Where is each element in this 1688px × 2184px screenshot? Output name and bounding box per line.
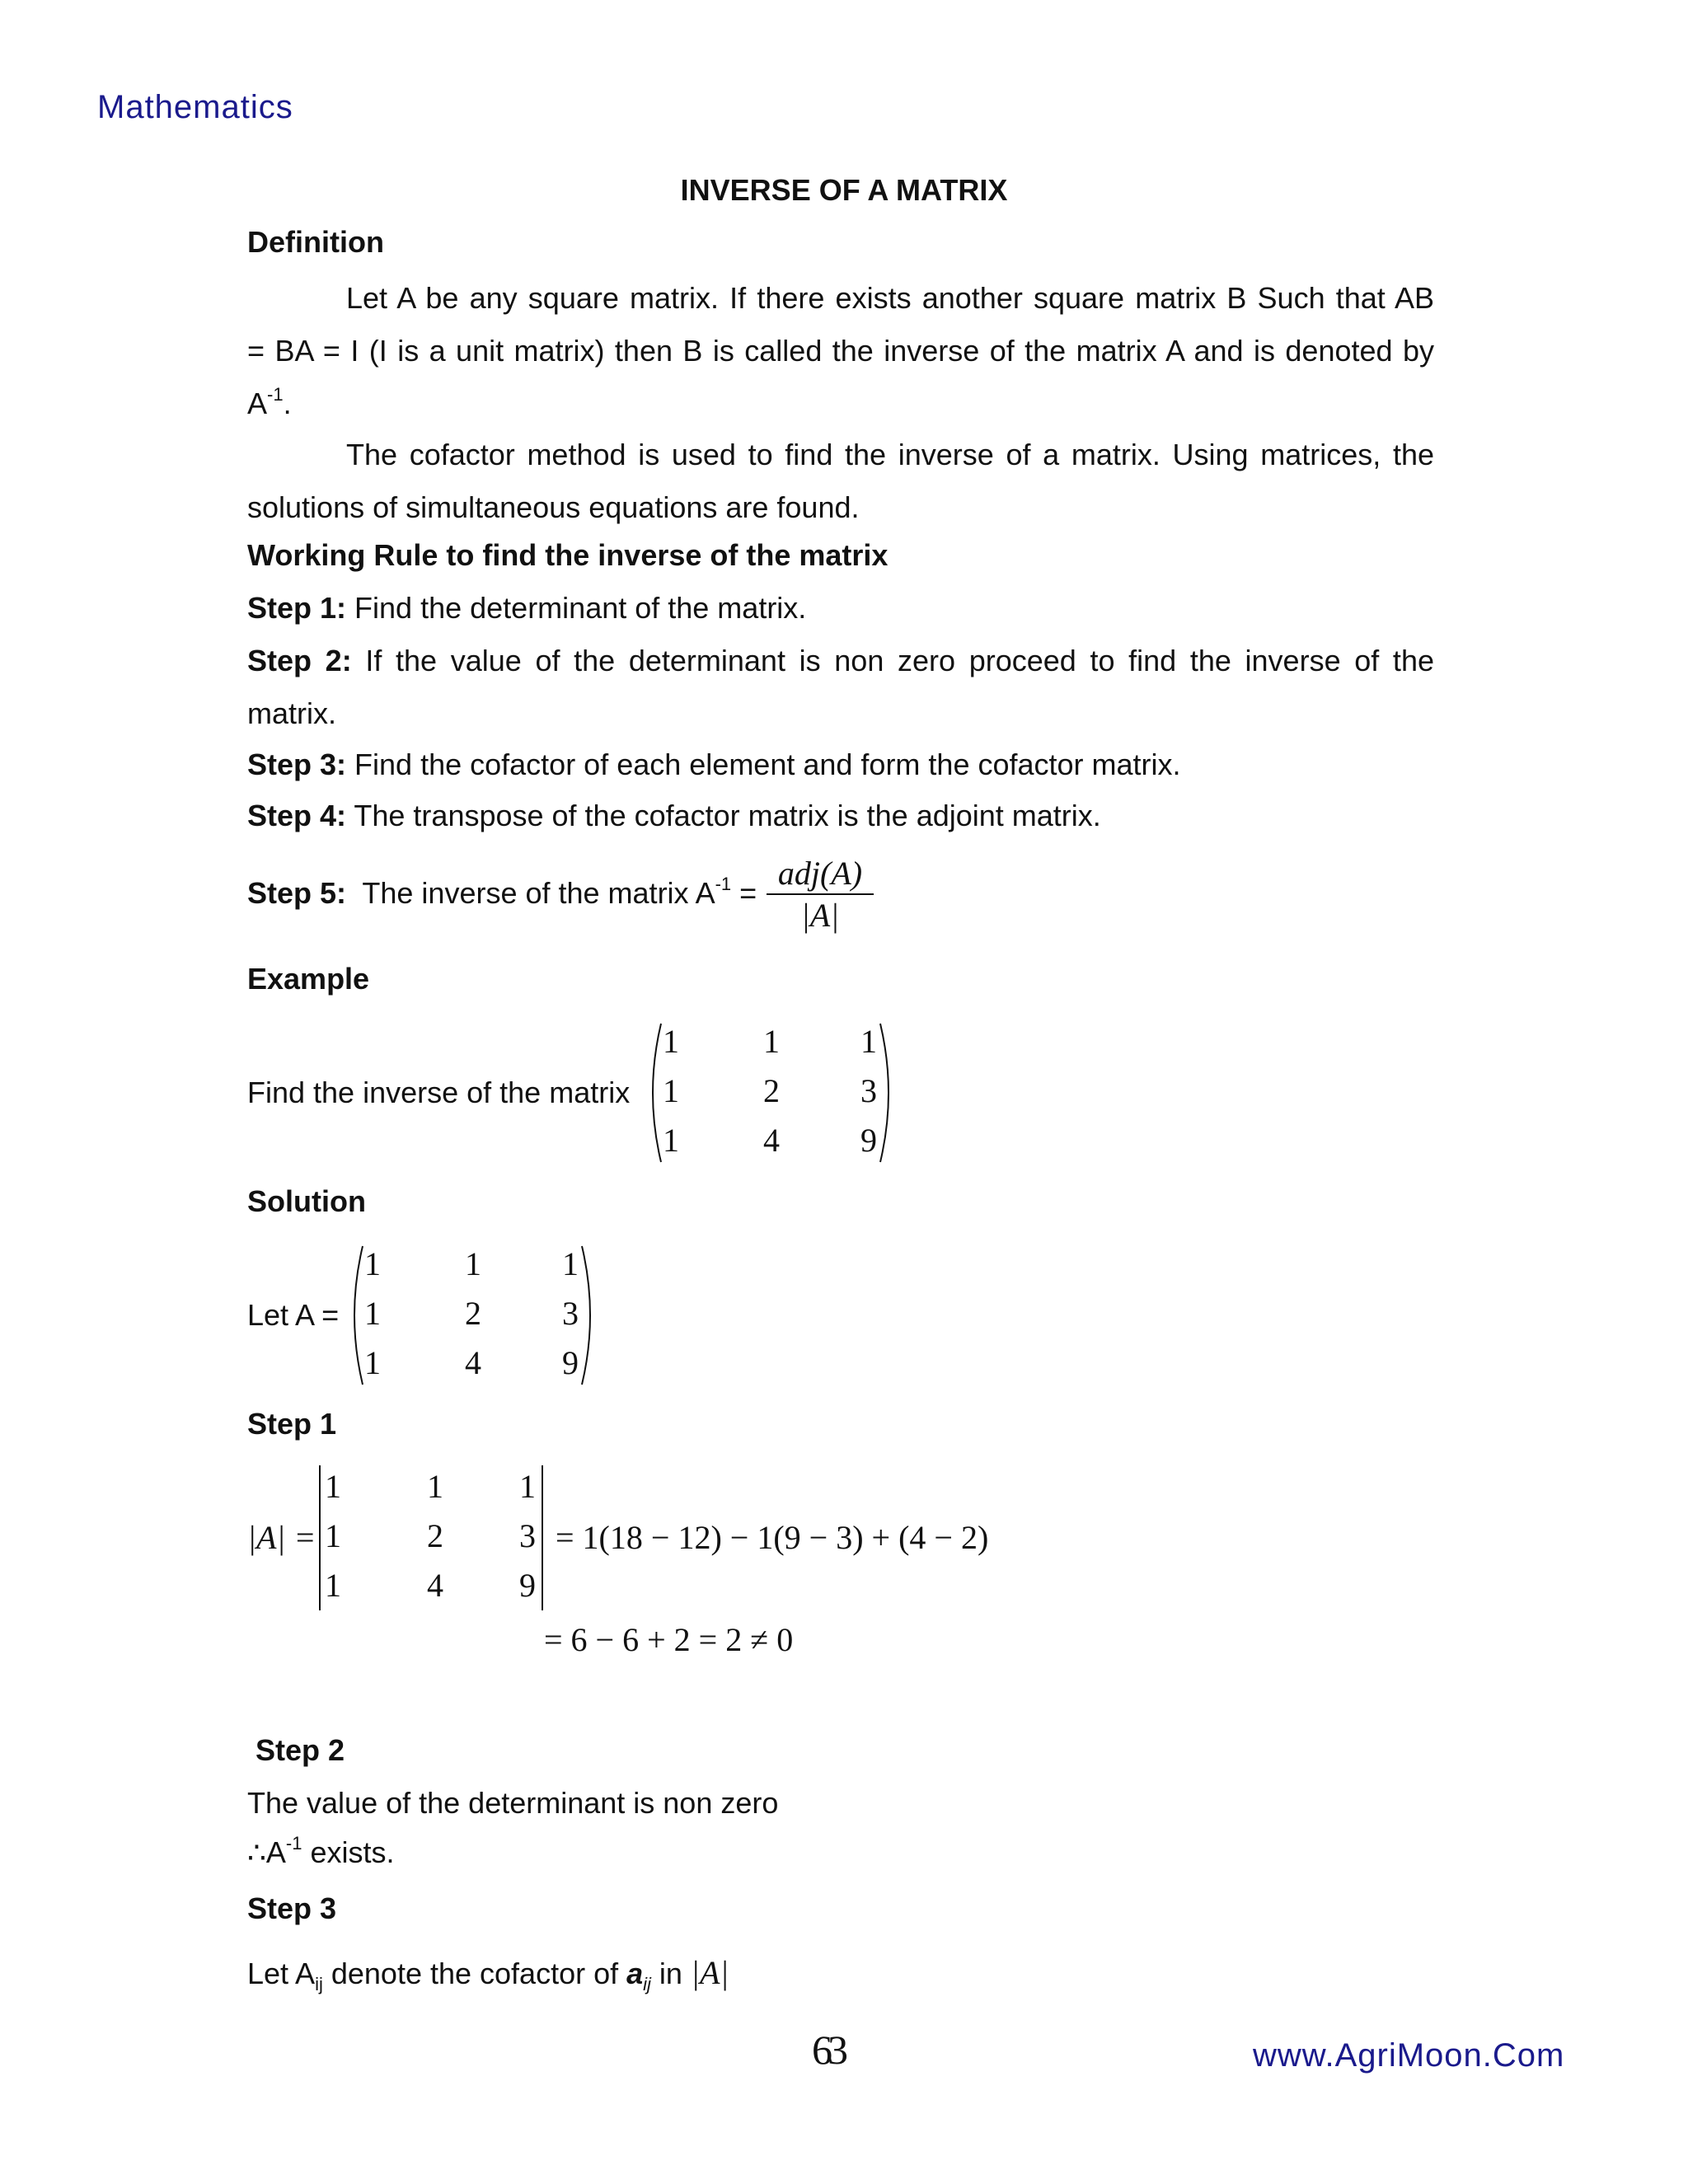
step-text: The transpose of the cofactor matrix is the adjoint matrix.: [354, 799, 1101, 832]
matrix-cell: 2: [427, 1517, 443, 1554]
matrix-cell: 1: [364, 1245, 381, 1282]
step-label: Step 5:: [247, 876, 347, 910]
fraction-denominator: |A|: [800, 897, 840, 934]
matrix-cell: 2: [465, 1295, 481, 1332]
working-step-5: [247, 875, 757, 911]
working-step-4: [247, 798, 1101, 833]
determinant-matrix: [316, 1464, 547, 1612]
matrix-cell: 1: [860, 1023, 877, 1060]
step-text: Find the cofactor of each element and form the cofactor matrix.: [354, 748, 1181, 781]
step2-heading: Step 2: [256, 1733, 345, 1767]
inverse-superscript: -1: [715, 874, 732, 894]
matrix-cell: 3: [519, 1517, 536, 1554]
determinant-symbol: |A|: [690, 1954, 729, 1991]
matrix-cell: 1: [663, 1072, 679, 1109]
example-text: Find the inverse of the matrix: [247, 1076, 631, 1109]
matrix-cell: 4: [763, 1122, 780, 1159]
step3-in: in: [650, 1957, 691, 1990]
working-step-2: [247, 635, 1434, 740]
inverse-symbol: A: [247, 387, 268, 420]
step-text: If the value of the determinant is non zero proceed to find the inverse of the: [365, 644, 1434, 677]
step-label: Step 4:: [247, 799, 347, 832]
determinant-expansion: = 1(18 − 12) − 1(9 − 3) + (4 − 2): [556, 1519, 989, 1556]
step-text-continued: matrix.: [247, 696, 336, 730]
step-text: The inverse of the matrix A: [362, 876, 715, 910]
step2-line: The value of the determinant is non zero: [247, 1786, 779, 1820]
working-step-3: [247, 747, 1181, 782]
matrix-cell: 1: [763, 1023, 780, 1060]
step-label: Step 1:: [247, 591, 347, 625]
step2-conclusion: [247, 1835, 395, 1871]
step-label: Step 2:: [247, 644, 352, 677]
solution-matrix: [345, 1241, 600, 1390]
cofactor-symbol: Let A: [247, 1957, 316, 1990]
step3-line: [247, 1953, 729, 1993]
step-text: Find the determinant of the matrix.: [354, 591, 807, 625]
matrix-cell: 4: [427, 1567, 443, 1604]
matrix-cell: 3: [562, 1295, 579, 1332]
inverse-superscript: -1: [285, 1833, 302, 1854]
matrix-cell: 1: [364, 1295, 381, 1332]
solution-let-text: Let A =: [247, 1298, 340, 1332]
cofactor-line-2: solutions of simultaneous equations are found.: [247, 490, 860, 524]
adjoint-fraction: [767, 854, 874, 936]
definition-end: .: [283, 387, 292, 420]
exists-text: exists.: [302, 1835, 395, 1869]
determinant-result: = 6 − 6 + 2 = 2 ≠ 0: [544, 1621, 794, 1658]
header-subject: Mathematics: [97, 89, 293, 125]
working-step-1: [247, 590, 806, 626]
matrix-cell: 3: [860, 1072, 877, 1109]
step3-heading: Step 3: [247, 1891, 337, 1925]
definition-heading: Definition: [247, 225, 384, 259]
working-rule-heading: Working Rule to find the inverse of the matrix: [247, 538, 889, 572]
element-symbol: a: [626, 1957, 644, 1990]
page-title: INVERSE OF A MATRIX: [680, 173, 1008, 207]
matrix-cell: 9: [562, 1344, 579, 1381]
page-number: 63: [812, 2027, 843, 2073]
definition-paragraph: [247, 272, 1434, 430]
inverse-symbol: A: [265, 1835, 286, 1869]
therefore-symbol: ∴: [247, 1836, 266, 1869]
matrix-cell: 1: [427, 1468, 443, 1505]
step-label: Step 3:: [247, 748, 347, 781]
matrix-cell: 1: [663, 1023, 679, 1060]
equals-sign: =: [739, 876, 757, 910]
example-heading: Example: [247, 962, 370, 996]
matrix-cell: 1: [562, 1245, 579, 1282]
determinant-lhs: |A| =: [247, 1519, 316, 1556]
element-subscript: ij: [643, 1974, 651, 1994]
matrix-cell: 1: [325, 1468, 341, 1505]
cofactor-subscript: ij: [315, 1974, 323, 1994]
definition-line-2: = BA = I (I is a unit matrix) then B is called the inverse of the matrix A and is denoted by: [247, 334, 1434, 368]
cofactor-paragraph: [247, 429, 1434, 534]
fraction-numerator: adj(A): [777, 855, 863, 892]
matrix-cell: 9: [860, 1122, 877, 1159]
definition-line-1: Let A be any square matrix. If there exists another square matrix B Such that AB: [346, 281, 1434, 315]
matrix-cell: 1: [364, 1344, 381, 1381]
matrix-cell: 1: [325, 1567, 341, 1604]
matrix-cell: 1: [663, 1122, 679, 1159]
matrix-cell: 1: [325, 1517, 341, 1554]
matrix-cell: 9: [519, 1567, 536, 1604]
step3-text: denote the cofactor of: [322, 1957, 627, 1990]
cofactor-line-1: The cofactor method is used to find the inverse of a matrix. Using matrices, the: [346, 438, 1434, 471]
example-matrix: [643, 1019, 898, 1167]
matrix-cell: 4: [465, 1344, 481, 1381]
matrix-cell: 1: [519, 1468, 536, 1505]
matrix-cell: 1: [465, 1245, 481, 1282]
matrix-cell: 2: [763, 1072, 780, 1109]
solution-heading: Solution: [247, 1184, 366, 1218]
step1-heading: Step 1: [247, 1407, 337, 1441]
inverse-superscript: -1: [267, 384, 284, 405]
footer-website-link[interactable]: www.AgriMoon.Com: [1253, 2037, 1565, 2074]
